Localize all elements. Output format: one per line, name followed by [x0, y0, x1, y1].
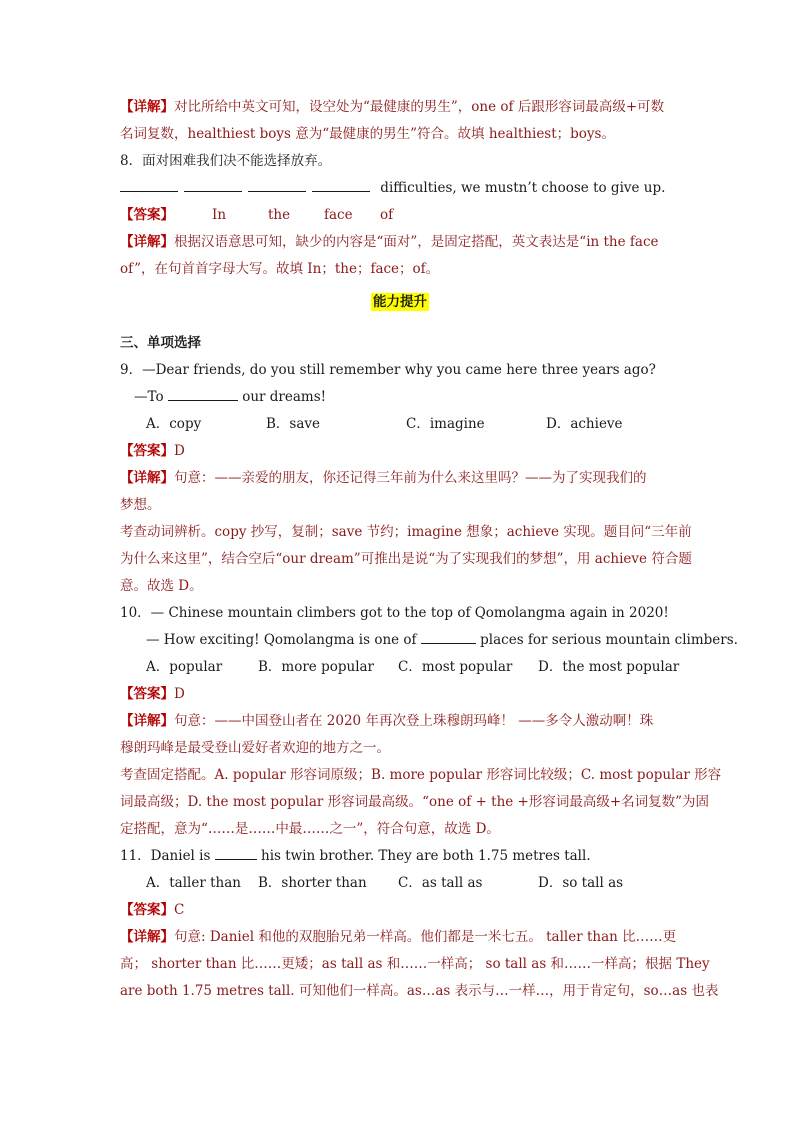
q9-detail-line4: 为什么来这里”，结合空后“our dream”可推出是说“为了实现我们的梦想”，用 achieve 符合题 — [120, 551, 692, 567]
answer-label: 【答案】 — [120, 443, 174, 459]
section-heading: 能力提升 — [373, 294, 427, 310]
q11-detail-line3: are both 1.75 metres tall. 可知他们一样高。as…as 表示与…一样…，用于肯定句，so…as 也表 — [120, 983, 719, 999]
q11-stem: 11．Daniel is his twin brother. They are both 1.75 metres tall. — [120, 843, 680, 870]
q8-detail-line2: of”，在句首首字母大写。故填 In；the；face；of。 — [120, 261, 440, 277]
q10-reply: — How exciting! Qomolangma is one of places for serious mountain climbers. — [120, 627, 680, 654]
section-title: 三、单项选择 — [120, 335, 201, 351]
blank — [184, 177, 242, 192]
q7-detail-line2: 名词复数，healthiest boys 意为“最健康的男生”符合。故填 healthiest；boys。 — [120, 126, 615, 142]
detail-label: 【详解】 — [120, 713, 174, 729]
option-a: A．copy — [146, 416, 202, 432]
answer-label: 【答案】 — [120, 207, 174, 223]
blank — [421, 629, 476, 644]
q11-detail-line1: 【详解】句意: Daniel 和他的双胞胎兄弟一样高。他们都是一米七五。 taller than 比……更 — [120, 929, 677, 945]
q10-options — [120, 654, 680, 681]
q7-detail-line1: 【详解】对比所给中英文可知，设空处为“最健康的男生”，one of 后跟形容词最高级+可数 — [120, 99, 665, 115]
q10-answer: 【答案】D — [120, 686, 185, 702]
q9-detail-line2: 梦想。 — [120, 497, 161, 513]
q8-stem: 8．面对困难我们决不能选择放弃。 — [120, 153, 332, 169]
answer-label: 【答案】 — [120, 686, 174, 702]
blank — [215, 845, 257, 860]
q9-stem: 9．—Dear friends, do you still remember why you came here three years ago? — [120, 362, 656, 378]
blank — [312, 177, 370, 192]
q10-detail-line2: 穆朗玛峰是最受登山爱好者欢迎的地方之一。 — [120, 740, 390, 756]
option-c: C．most popular — [398, 659, 513, 675]
document-page — [120, 94, 738, 1005]
q9-answer: 【答案】D — [120, 443, 185, 459]
detail-label: 【详解】 — [120, 99, 174, 115]
option-d: D．so tall as — [538, 875, 624, 891]
option-b: B．shorter than — [258, 875, 367, 891]
q11-detail-line2: 高； shorter than 比……更矮；as tall as 和……一样高； so tall as 和……一样高；根据 They — [120, 956, 710, 972]
q10-stem: 10．— Chinese mountain climbers got to the top of Qomolangma again in 2020! — [120, 605, 669, 621]
detail-label: 【详解】 — [120, 234, 174, 250]
q8-detail-line1: 【详解】根据汉语意思可知，缺少的内容是“面对”，是固定搭配，英文表达是“in the face — [120, 234, 659, 250]
answer-label: 【答案】 — [120, 902, 174, 918]
q9-detail-line3: 考查动词辨析。copy 抄写，复制；save 节约；imagine 想象；achieve 实现。题目问“三年前 — [120, 524, 692, 540]
answer-word: In — [212, 207, 227, 223]
answer-word: of — [380, 207, 394, 223]
q9-options — [120, 411, 680, 438]
detail-label: 【详解】 — [120, 929, 174, 945]
q10-detail-line3: 考查固定搭配。A. popular 形容词原级；B. more popular 形容词比较级；C. most popular 形容 — [120, 767, 722, 783]
q10-detail-line1: 【详解】句意：——中国登山者在 2020 年再次登上珠穆朗玛峰！ ——多令人激动啊！珠 — [120, 713, 654, 729]
option-a: A．popular — [146, 659, 223, 675]
q9-detail-line1: 【详解】句意：——亲爱的朋友，你还记得三年前为什么来这里吗？——为了实现我们的 — [120, 470, 647, 486]
option-c: C．as tall as — [398, 875, 483, 891]
q9-detail-line5: 意。故选 D。 — [120, 578, 203, 594]
option-d: D．the most popular — [538, 659, 680, 675]
answer-word: face — [324, 207, 353, 223]
q11-answer: 【答案】C — [120, 902, 185, 918]
option-b: B．more popular — [258, 659, 375, 675]
blank — [120, 177, 178, 192]
blank — [168, 386, 238, 401]
q9-reply: —To our dreams! — [120, 384, 680, 411]
blank — [248, 177, 306, 192]
option-a: A．taller than — [146, 875, 241, 891]
answer-word: the — [268, 207, 291, 223]
q8-sentence: difficulties, we mustn’t choose to give up. — [120, 175, 680, 202]
option-d: D．achieve — [546, 416, 623, 432]
option-b: B．save — [266, 416, 321, 432]
q11-options — [120, 870, 680, 897]
q10-detail-line5: 定搭配，意为“……是……中最……之一”，符合句意，故选 D。 — [120, 821, 500, 837]
option-c: C．imagine — [406, 416, 485, 432]
detail-label: 【详解】 — [120, 470, 174, 486]
q10-detail-line4: 词最高级；D. the most popular 形容词最高级。“one of + the +形容词最高级+名词复数”为固 — [120, 794, 710, 810]
q8-answer — [120, 202, 680, 229]
